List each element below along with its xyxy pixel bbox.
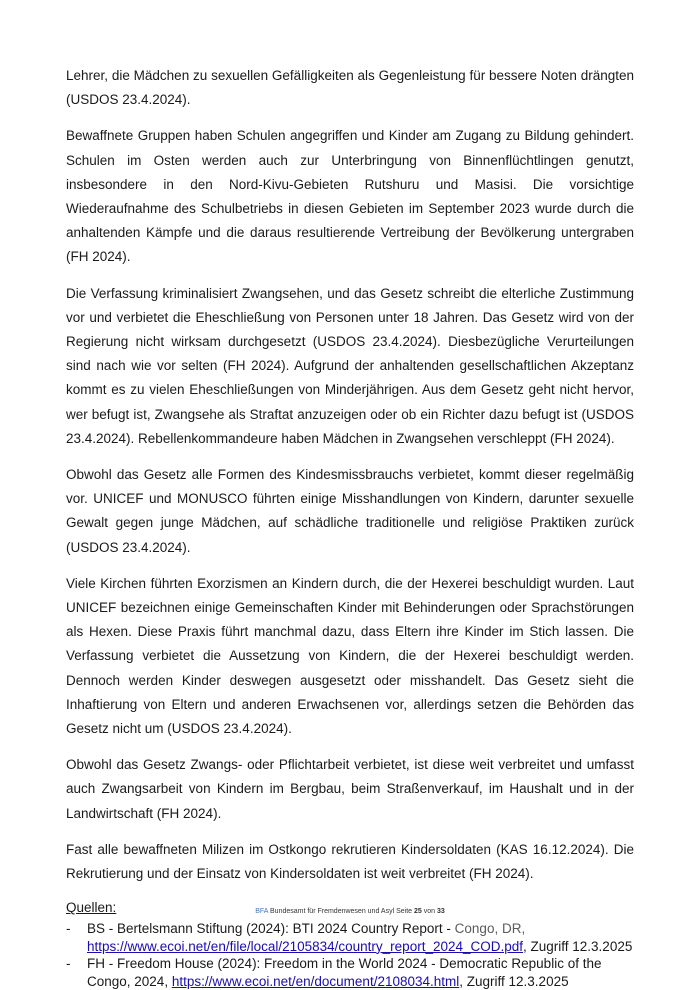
paragraph: Fast alle bewaffneten Milizen im Ostkongo rekrutieren Kindersoldaten (KAS 16.12.2024). Die Rekrutierung und der Einsatz von Kindersoldaten ist weit verbreitet (FH 2024). [66,841,634,882]
list-dash: - [66,956,71,972]
paragraph: Bewaffnete Gruppen haben Schulen angegriffen und Kinder am Zugang zu Bildung gehindert. Schulen im Osten werden auch zur Unterbringung von Binnenflüchtlingen genutzt, insbesondere in den Nord-Kivu-Gebieten Rutshuru und Masisi. Die vorsichtige Wiederaufnahme des Schulbetriebs in diesen Gebieten im September 2023 wurde durch die anhaltenden Kämpfe und die daraus resultierende Vertreibung der Bevölkerung untergraben (FH 2024). [66,128,634,265]
source-link[interactable]: https://www.ecoi.net/en/file/local/2105834/country_report_2024_COD.pdf [87,938,524,954]
list-dash: - [66,921,71,937]
paragraph: Obwohl das Gesetz alle Formen des Kindesmissbrauchs verbietet, kommt dieser regelmäßig vor. UNICEF und MONUSCO führten einige Misshandlungen von Kindern, darunter sexuelle Gewalt gegen junge Mädchen, auf schädliche traditionelle und religiöse Praktiken zurück (USDOS 23.4.2024). [66,467,634,555]
document-body [66,64,634,990]
source-country: Congo, DR [454,921,522,937]
source-link[interactable]: https://www.ecoi.net/en/document/2108034.html [171,973,460,989]
source-item [66,920,634,955]
source-access-date: , Zugriff 12.3.2025 [523,938,633,954]
source-item [66,955,634,990]
paragraph: Viele Kirchen führten Exorzismen an Kindern durch, die der Hexerei beschuldigt wurden. Laut UNICEF bezeichnen einige Gemeinschaften Kinder mit Behinderungen oder Sprachstörungen als Hexen. Diese Praxis führt manchmal dazu, dass Eltern ihre Kinder im Stich lassen. Die Verfassung verbietet die Aussetzung von Kindern, die der Hexerei beschuldigt werden. Dennoch werden Kinder deswegen ausgesetzt oder misshandelt. Das Gesetz sieht die Inhaftierung von Eltern und anderen Erwachsenen vor, allerdings setzen die Behörden das Gesetz nicht um (USDOS 23.4.2024). [66,575,634,737]
source-separator: , [521,921,526,937]
paragraph: Obwohl das Gesetz Zwangs- oder Pflichtarbeit verbietet, ist diese weit verbreitet und umfasst auch Zwangsarbeit von Kindern im Bergbau, beim Straßenverkauf, im Haushalt und in der Landwirtschaft (FH 2024). [66,757,634,821]
page-number: 25 [413,908,422,915]
source-text: FH - Freedom House (2024): Freedom in the World 2024 - Democratic Republic of the Congo, 2024, [87,956,602,989]
sources-heading: Quellen: [66,900,117,916]
source-access-date: , Zugriff 12.3.2025 [459,973,569,989]
paragraph: Lehrer, die Mädchen zu sexuellen Gefälligkeiten als Gegenleistung für bessere Noten drängten (USDOS 23.4.2024). [66,68,634,108]
page-footer [0,907,700,917]
source-text: BS - Bertelsmann Stiftung (2024): BTI 2024 Country Report - [87,921,455,937]
paragraph: Die Verfassung kriminalisiert Zwangsehen, und das Gesetz schreibt die elterliche Zustimmung vor und verbietet die Eheschließung von Personen unter 18 Jahren. Das Gesetz wird von der Regierung nicht wirksam durchgesetzt (USDOS 23.4.2024). Diesbezügliche Verurteilungen sind nach wie vor selten (FH 2024). Aufgrund der anhaltenden gesellschaftlichen Akzeptanz kommt es zu vielen Eheschließungen von Minderjährigen. Aus dem Gesetz geht nicht hervor, wer befugt ist, Zwangsehe als Straftat anzuzeigen oder ob ein Richter dazu befugt ist (USDOS 23.4.2024). Rebellenkommandeure haben Mädchen in Zwangsehen verschleppt (FH 2024). [66,285,634,446]
bfa-logo: BFA [255,908,269,915]
footer-org: Bundesamt für Fremdenwesen und Asyl Seite [268,908,414,915]
page-total: 33 [436,908,445,915]
sources-list [66,920,634,990]
footer-of: von [421,908,437,915]
